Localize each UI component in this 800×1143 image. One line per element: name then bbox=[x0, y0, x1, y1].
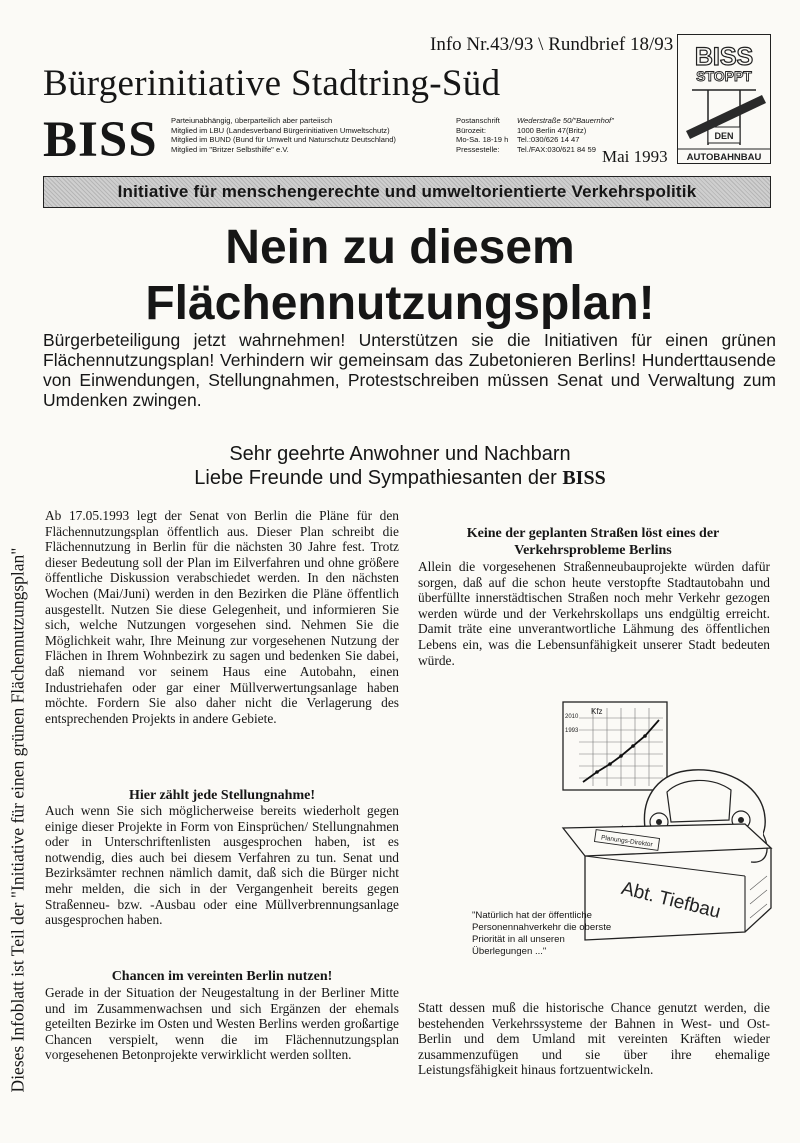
desk-name-plate-text: Planungs-Direktor bbox=[600, 834, 654, 849]
logo-graphic bbox=[678, 35, 770, 163]
left-paragraph-2: Auch wenn Sie sich möglicherweise bereits wiederholt gegen einige dieser Projekte in Form von Einsprüchen/ Stellungnahmen oder in Unterschriftenlisten ausgesprochen haben, ist es notwendig, dies auch bei diesem Verfahren zu tun. Senat und Bezirksämter rechnen nämlich damit, daß sich die Bürger nicht mehr melden, die sich in der Vergangenheit bereits gegen Straßenneu- bzw. -Ausbau oder eine Müllverbrennungsanlage ausgesprochen haben. bbox=[45, 803, 399, 928]
right-paragraph-1: Allein die vorgesehenen Straßenneubauprojekte würden dafür sorgen, daß auf die schon heute verstopfte Stadtautobahn und überfüllte innerstädtischen Straßen noch mehr Verkehr gezogen werden würde und der Verkehrskollaps uns endgültig erreicht. Damit träte eine unverantwortliche Lähmung des öffentlichen Lebens ein, was die Lebensunfähigkeit unserer Stadt bedeuten würde. bbox=[418, 559, 770, 668]
left-paragraph-1: Ab 17.05.1993 legt der Senat von Berlin die Pläne für den Flächennutzungsplan öffentlich aus. Dieser Plan schreibt die Flächennutzung in Berlin für die nächsten 30 Jahre fest. Trotz dieser Bedeutung soll der Plan im Eilverfahren und ohne größere öffentliche Diskussion verabschiedet werden. In den nächsten Wochen (Mai/Juni) werden in den Bezirken die Pläne öffentlich ausgestellt. Nutzen Sie diese Gelegenheit, und informieren Sie sich, welche Nutzungen vorgesehen sind. Nehmen Sie die Möglichkeit wahr, Ihre Meinung zur vorgesehenen Nutzung der Flächen in Ihrem Wohnbezirk zu sagen und bedenken Sie dabei, daß niemand vor seinem Haus eine Autobahn, einen Industriehafen oder gar einer Müllverwertungsanlage haben möchte. Fordern Sie also daher nicht die Verlagerung des entsprechenden Projekts in andere Gebiete. bbox=[45, 508, 399, 726]
membership-line: Mitglied im "Britzer Selbsthilfe" e.V. bbox=[171, 144, 289, 154]
contact-value: Wederstraße 50/"Bauernhof" bbox=[517, 116, 614, 125]
headlight-pupil bbox=[656, 819, 662, 825]
headline-line: Flächennutzungsplan! bbox=[145, 277, 655, 330]
headline bbox=[0, 220, 800, 332]
membership-list bbox=[171, 116, 396, 154]
headlight-pupil bbox=[738, 817, 744, 823]
contact-row bbox=[456, 135, 614, 145]
greeting-line bbox=[0, 466, 800, 490]
wall-chart-frame bbox=[563, 702, 667, 790]
wall-chart-tick: 1993 bbox=[565, 728, 579, 734]
contact-row bbox=[456, 116, 614, 126]
organization-acronym: BISS bbox=[43, 112, 158, 168]
right-paragraph-2: Statt dessen muß die historische Chance genutzt werden, die bestehenden Verkehrssysteme der Bahnen in West- und Ost-Berlin und dem Umland mit vereinten Kräften wieder zusammenzufügen und sie über ihre ehemalige Leistungsfähigkeit hinaus fortzuentwickeln. bbox=[418, 1000, 770, 1078]
biss-logo bbox=[677, 34, 771, 164]
desk-wood-grain bbox=[750, 876, 767, 918]
organization-title: Bürgerinitiative Stadtring-Süd bbox=[43, 63, 501, 104]
slogan-banner bbox=[43, 176, 771, 208]
section-heading: Hier zählt jede Stellungnahme! bbox=[128, 788, 315, 803]
desk-department-label: Abt. Tiefbau bbox=[619, 878, 723, 923]
left-paragraph-3: Gerade in der Situation der Neugestaltung in der Berliner Mitte und im Zusammenwachsen und sich Ergänzen der ehemals geteilten Bezirke im Osten und Westen Berlins werden großartige Chancen verspielt, wenn die im Flächennutzungsplan vorgesehenen Betonprojekte verwirklicht werden sollten. bbox=[45, 985, 399, 1063]
greeting-acronym: BISS bbox=[562, 467, 606, 489]
contact-label: Mo-Sa. 18-19 h bbox=[456, 135, 509, 145]
contact-block bbox=[456, 116, 614, 154]
desk-edge bbox=[585, 856, 745, 876]
membership-line: Parteiunabhängig, überparteilich aber parteiisch bbox=[171, 116, 333, 125]
headline-line: Nein zu diesem bbox=[225, 221, 575, 274]
sidebar-note: Dieses Infoblatt ist Teil der "Initiative für einen grünen Flächennutzungsplan" bbox=[7, 547, 28, 1093]
logo-middle-text: STOPPT bbox=[696, 68, 752, 84]
issue-info: Info Nr.43/93 \ Rundbrief 18/93 bbox=[430, 34, 674, 55]
issue-date: Mai 1993 bbox=[602, 147, 668, 166]
section-heading: Keine der geplanten Straßen löst eines der Verkehrsprobleme Berlins bbox=[466, 526, 720, 558]
contact-label: Postanschrift bbox=[456, 116, 500, 125]
contact-value: Tel./FAX:030/621 84 59 bbox=[517, 144, 596, 154]
membership-line: Mitglied im BUND (Bund für Umwelt und Naturschutz Deutschland) bbox=[171, 135, 396, 145]
contact-label: Pressestelle: bbox=[456, 144, 500, 154]
wall-chart-label: Kfz bbox=[591, 707, 603, 716]
membership-line: Mitglied im LBU (Landesverband Bürgerinitiativen Umweltschutz) bbox=[171, 125, 390, 135]
cartoon-caption: "Natürlich hat der öffentliche Personennahverkehr die oberste Priorität in all unseren Überlegungen ..." bbox=[472, 910, 612, 957]
contact-value: Tel.:030/626 14 47 bbox=[517, 135, 580, 145]
contact-value: 1000 Berlin 47(Britz) bbox=[517, 125, 587, 135]
logo-bottom-text: AUTOBAHNBAU bbox=[686, 152, 762, 163]
intro-paragraph: Bürgerbeteiligung jetzt wahrnehmen! Unterstützen sie die Initiativen für einen grünen Flächennutzungsplan! Verhindern wir gemeinsam das Zubetonieren Berlins! Hunderttausende von Einwendungen, Stellungnahmen, Protestschreiben müssen Senat und Verwaltung zum Umdenken zwingen. bbox=[43, 330, 776, 410]
contact-row bbox=[456, 145, 614, 155]
slogan-text: Initiative für menschengerechte und umweltorientierte Verkehrspolitik bbox=[117, 182, 697, 201]
logo-top-text: BISS bbox=[694, 43, 754, 71]
vertical-sidebar bbox=[0, 547, 36, 1093]
greeting-prefix: Liebe Freunde und Sympathiesanten der bbox=[194, 467, 563, 489]
contact-row bbox=[456, 126, 614, 136]
wall-chart-tick: 2010 bbox=[565, 714, 579, 720]
section-heading: Chancen im vereinten Berlin nutzen! bbox=[111, 969, 333, 984]
greeting-line: Sehr geehrte Anwohner und Nachbarn bbox=[229, 443, 571, 465]
contact-label: Bürozeit: bbox=[456, 125, 486, 135]
logo-plate-text: DEN bbox=[714, 131, 734, 141]
greeting bbox=[0, 442, 800, 490]
